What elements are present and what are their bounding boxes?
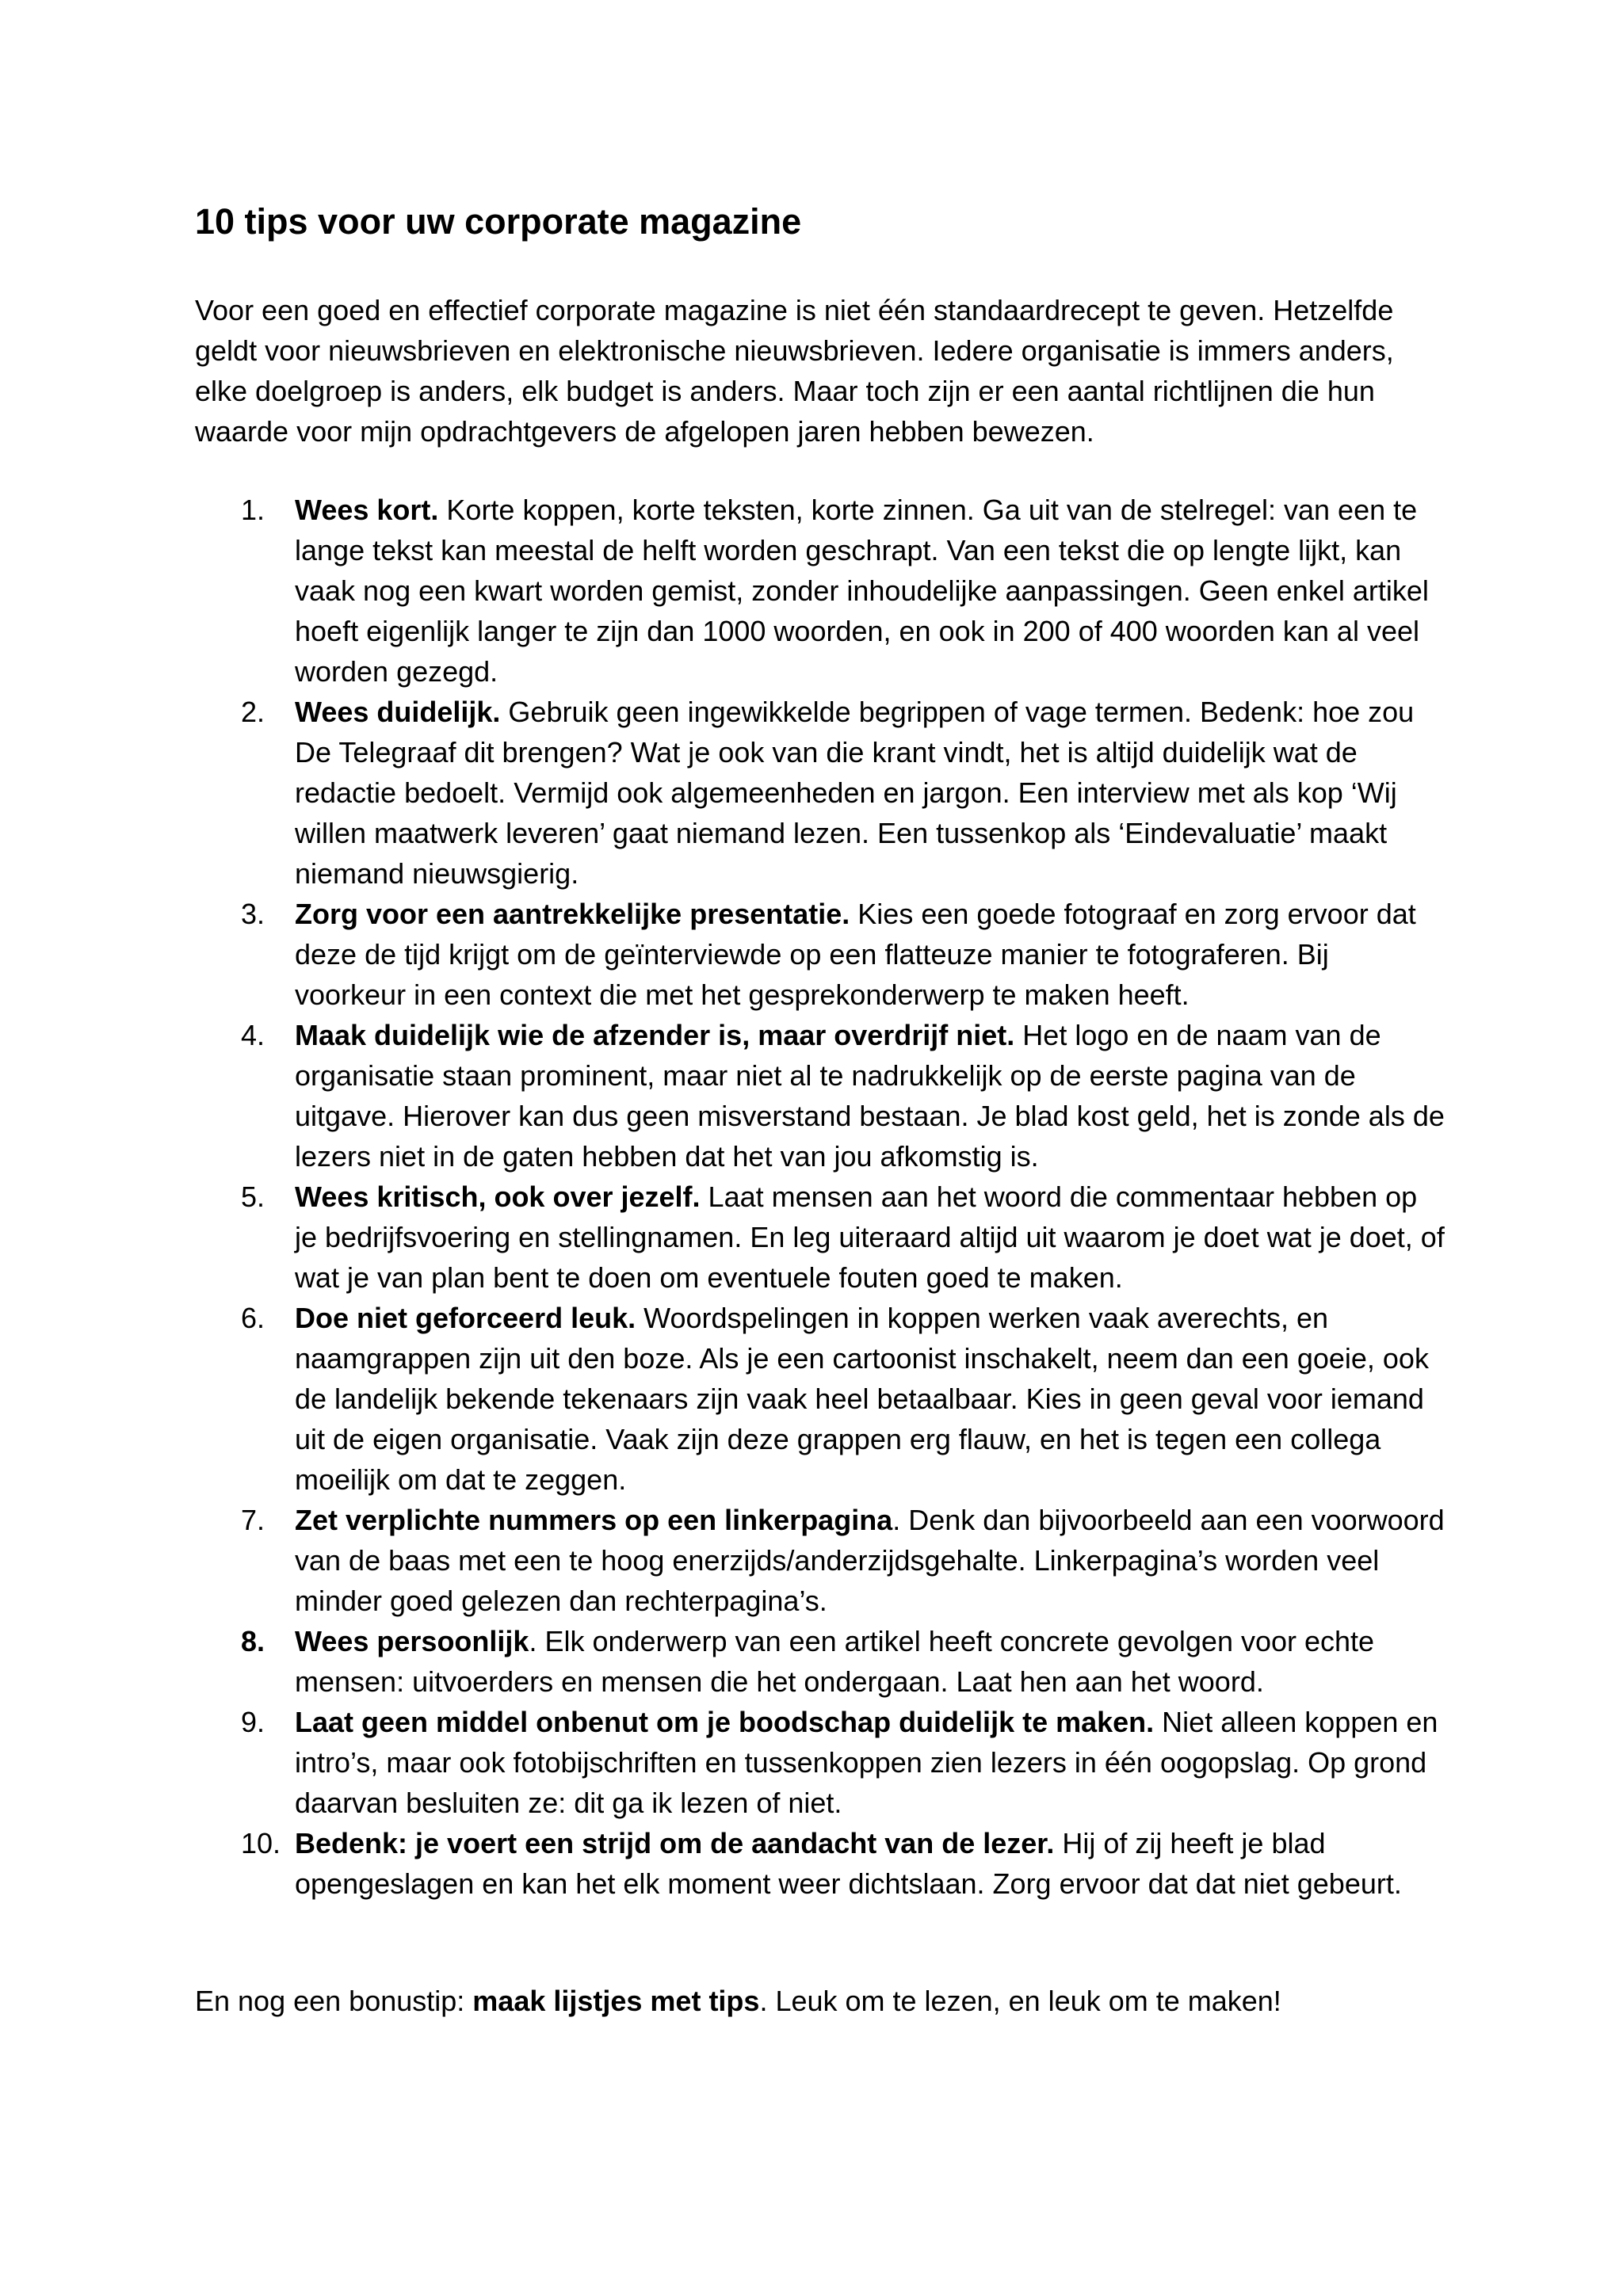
- list-item: [195, 490, 1447, 692]
- list-item-number: 2.: [241, 696, 265, 728]
- bonus-tip-suffix: . Leuk om te lezen, en leuk om te maken!: [759, 1985, 1281, 2017]
- list-item: [195, 1621, 1447, 1702]
- list-item: [195, 1702, 1447, 1823]
- list-item-text: Gebruik geen ingewikkelde begrippen of vage termen. Bedenk: hoe zou De Telegraaf dit brengen? Wat je ook van die krant vindt, het is altijd duidelijk wat de redactie bedoelt. Vermijd ook algemeenheden en jargon. Een interview met als kop ‘Wij willen maatwerk leveren’ gaat niemand lezen. Een tussenkop als ‘Eindevaluatie’ maakt niemand nieuwsgierig.: [295, 696, 1415, 890]
- list-item-number: 4.: [241, 1019, 265, 1051]
- list-item: [195, 1298, 1447, 1500]
- list-item-text: Niet alleen koppen en intro’s, maar ook fotobijschriften en tussenkoppen zien lezers in één oogopslag. Op grond daarvan besluiten ze: dit ga ik lezen of niet.: [295, 1706, 1438, 1819]
- list-item-text: Het logo en de naam van de organisatie staan prominent, maar niet al te nadrukkelijk op de eerste pagina van de uitgave. Hierover kan dus geen misverstand bestaan. Je blad kost geld, het is zonde als de lezers niet in de gaten hebben dat het van jou afkomstig is.: [295, 1019, 1445, 1173]
- bonus-tip-paragraph: [195, 1981, 1447, 2021]
- list-item-heading: Wees persoonlijk: [295, 1625, 529, 1657]
- list-item-heading: Maak duidelijk wie de afzender is, maar overdrijf niet.: [295, 1019, 1015, 1051]
- list-item-text: Laat mensen aan het woord die commentaar hebben op je bedrijfsvoering en stellingnamen. En leg uiteraard altijd uit waarom je doet wat je doet, of wat je van plan bent te doen om eventuele fouten goed te maken.: [295, 1180, 1445, 1294]
- list-item-heading: Wees kritisch, ook over jezelf.: [295, 1180, 701, 1213]
- list-item-heading: Doe niet geforceerd leuk.: [295, 1302, 636, 1334]
- list-item: [195, 1500, 1447, 1621]
- list-item-heading: Bedenk: je voert een strijd om de aandacht van de lezer.: [295, 1827, 1055, 1859]
- list-item-text: Woordspelingen in koppen werken vaak averechts, en naamgrappen zijn uit den boze. Als je een cartoonist inschakelt, neem dan een goeie, ook de landelijk bekende tekenaars zijn vaak heel betaalbaar. Kies in geen geval voor iemand uit de eigen organisatie. Vaak zijn deze grappen erg flauw, en het is tegen een collega moeilijk om dat te zeggen.: [295, 1302, 1429, 1496]
- list-item-text: . Denk dan bijvoorbeeld aan een voorwoord van de baas met een te hoog enerzijds/anderzijdsgehalte. Linkerpagina’s worden veel minder goed gelezen dan rechterpagina’s.: [295, 1504, 1445, 1617]
- list-item: [195, 894, 1447, 1015]
- list-item-text: Hij of zij heeft je blad opengeslagen en kan het elk moment weer dichtslaan. Zorg ervoor dat dat niet gebeurt.: [295, 1827, 1402, 1900]
- list-item-text: Kies een goede fotograaf en zorg ervoor dat deze de tijd krijgt om de geïnterviewde op een flatteuze manier te fotograferen. Bij voorkeur in een context die met het gesprekonderwerp te maken heeft.: [295, 898, 1416, 1011]
- list-item-heading: Wees duidelijk.: [295, 696, 501, 728]
- page-title: 10 tips voor uw corporate magazine: [195, 201, 802, 242]
- list-item-number: 10.: [241, 1827, 281, 1859]
- list-item-number: 3.: [241, 898, 265, 930]
- list-item-heading: Zorg voor een aantrekkelijke presentatie.: [295, 898, 850, 930]
- list-item-number: 6.: [241, 1302, 265, 1334]
- bonus-tip-prefix: En nog een bonustip:: [195, 1985, 473, 2017]
- list-item-number: 5.: [241, 1180, 265, 1213]
- list-item-number: 1.: [241, 494, 265, 526]
- list-item-text: . Elk onderwerp van een artikel heeft concrete gevolgen voor echte mensen: uitvoerders en mensen die het ondergaan. Laat hen aan het woord.: [295, 1625, 1375, 1698]
- list-item: [195, 1015, 1447, 1177]
- list-item: [195, 1177, 1447, 1298]
- list-item-heading: Zet verplichte nummers op een linkerpagina: [295, 1504, 893, 1536]
- list-item: [195, 692, 1447, 894]
- list-item-number: 8.: [241, 1625, 265, 1657]
- list-item-heading: Laat geen middel onbenut om je boodschap duidelijk te maken.: [295, 1706, 1155, 1738]
- list-item-number: 7.: [241, 1504, 265, 1536]
- list-item-number: 9.: [241, 1706, 265, 1738]
- list-item-heading: Wees kort.: [295, 494, 439, 526]
- list-item: [195, 1823, 1447, 1904]
- list-item-text: Korte koppen, korte teksten, korte zinnen. Ga uit van de stelregel: van een te lange tekst kan meestal de helft worden geschrapt. Van een tekst die op lengte lijkt, kan vaak nog een kwart worden gemist, zonder inhoudelijke aanpassingen. Geen enkel artikel hoeft eigenlijk langer te zijn dan 1000 woorden, en ook in 200 of 400 woorden kan al veel worden gezegd.: [295, 494, 1429, 688]
- intro-paragraph: Voor een goed en effectief corporate magazine is niet één standaardrecept te geven. Hetzelfde geldt voor nieuwsbrieven en elektronische nieuwsbrieven. Iedere organisatie is immers anders, elke doelgroep is anders, elk budget is anders. Maar toch zijn er een aantal richtlijnen die hun waarde voor mijn opdrachtgevers de afgelopen jaren hebben bewezen.: [195, 294, 1394, 448]
- tips-list: [195, 490, 1447, 1904]
- bonus-tip-highlight: maak lijstjes met tips: [472, 1985, 760, 2017]
